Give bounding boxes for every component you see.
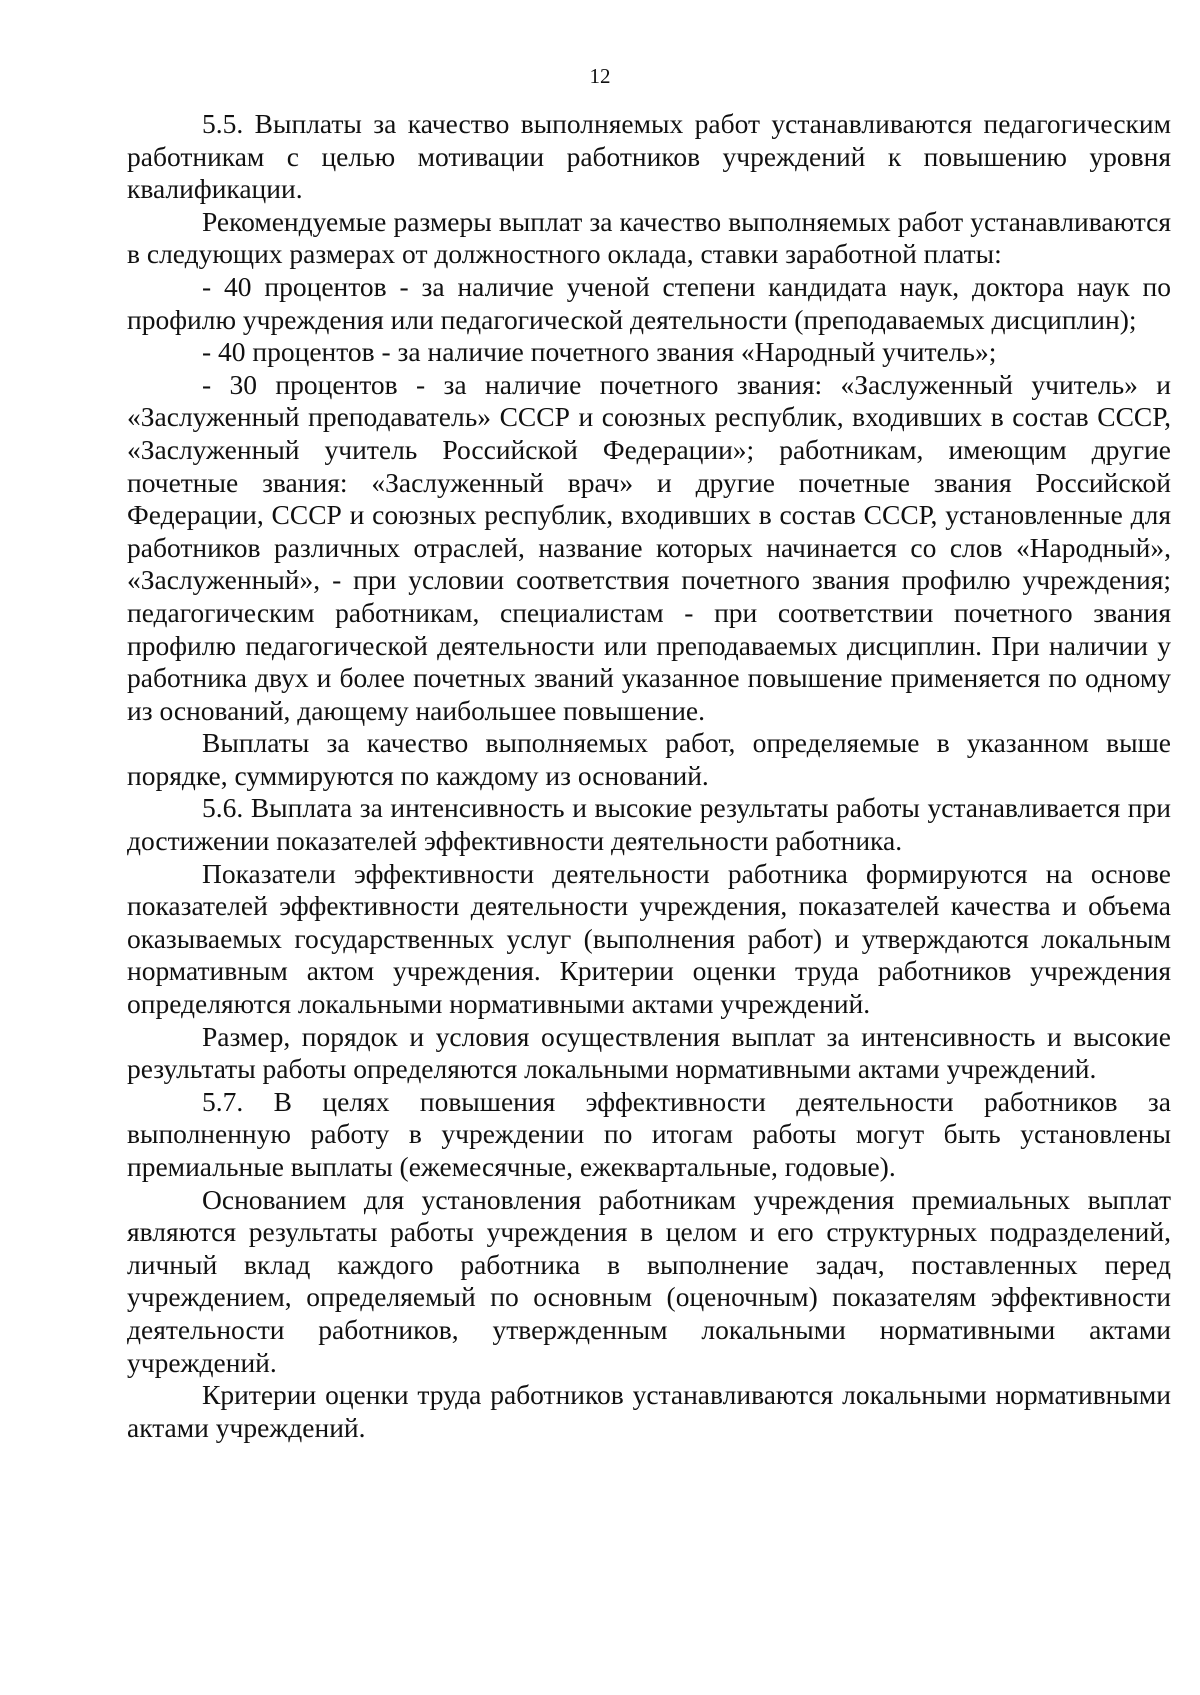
paragraph-recommended-sizes: Рекомендуемые размеры выплат за качество выполняемых работ устанавливаются в следующих размерах от должностного оклада, ставки заработной платы: (127, 205, 1171, 270)
paragraph-bonus-basis: Основанием для установления работникам учреждения премиальных выплат являются результаты работы учреждения в целом и его структурных подразделений, личный вклад каждого работника в выполнение задач, поставленных перед учреждением, определяемый по основным (оценочным) показателям эффективности деятельности работников, утвержденным локальными нормативными актами учреждений. (127, 1183, 1171, 1378)
paragraph-performance-indicators: Показатели эффективности деятельности работника формируются на основе показателей эффективности деятельности учреждения, показателей качества и объема оказываемых государственных услуг (выполнения работ) и утверждаются локальным нормативным актом учреждения. Критерии оценки труда работников учреждения определяются локальными нормативными актами учреждений. (127, 857, 1171, 1020)
paragraph-5-6: 5.6. Выплата за интенсивность и высокие результаты работы устанавливается при достижении показателей эффективности деятельности работника. (127, 792, 1171, 857)
paragraph-5-5: 5.5. Выплаты за качество выполняемых работ устанавливаются педагогическим работникам с целью мотивации работников учреждений к повышению уровня квалификации. (127, 108, 1171, 205)
list-item-academic-degree: - 40 процентов - за наличие ученой степени кандидата наук, доктора наук по профилю учреждения или педагогической деятельности (преподаваемых дисциплин); (127, 270, 1171, 335)
paragraph-5-7: 5.7. В целях повышения эффективности деятельности работников за выполненную работу в учреждении по итогам работы могут быть установлены премиальные выплаты (ежемесячные, ежеквартальные, годовые). (127, 1085, 1171, 1182)
list-item-honored-title: - 30 процентов - за наличие почетного звания: «Заслуженный учитель» и «Заслуженный преподаватель» СССР и союзных республик, входивших в состав СССР, «Заслуженный учитель Российской Федерации»; работникам, имеющим другие почетные звания: «Заслуженный врач» и другие почетные звания Российской Федерации, СССР и союзных республик, входивших в состав СССР, установленные для работников различных отраслей, название которых начинается со слов «Народный», «Заслуженный», - при условии соответствия почетного звания профилю учреждения; педагогическим работникам, специалистам - при соответствии почетного звания профилю педагогической деятельности или преподаваемых дисциплин. При наличии у работника двух и более почетных званий указанное повышение применяется по одному из оснований, дающему наибольшее повышение. (127, 368, 1171, 726)
list-item-people-teacher: - 40 процентов - за наличие почетного звания «Народный учитель»; (202, 336, 997, 368)
document-body (127, 108, 1171, 1444)
page-number: 12 (589, 64, 611, 88)
paragraph-intensity-payments: Размер, порядок и условия осуществления выплат за интенсивность и высокие результаты работы определяются локальными нормативными актами учреждений. (127, 1020, 1171, 1085)
paragraph-payments-summed: Выплаты за качество выполняемых работ, определяемые в указанном выше порядке, суммируются по каждому из оснований. (127, 727, 1171, 791)
paragraph-evaluation-criteria: Критерии оценки труда работников устанавливаются локальными нормативными актами учреждений. (127, 1379, 1171, 1443)
